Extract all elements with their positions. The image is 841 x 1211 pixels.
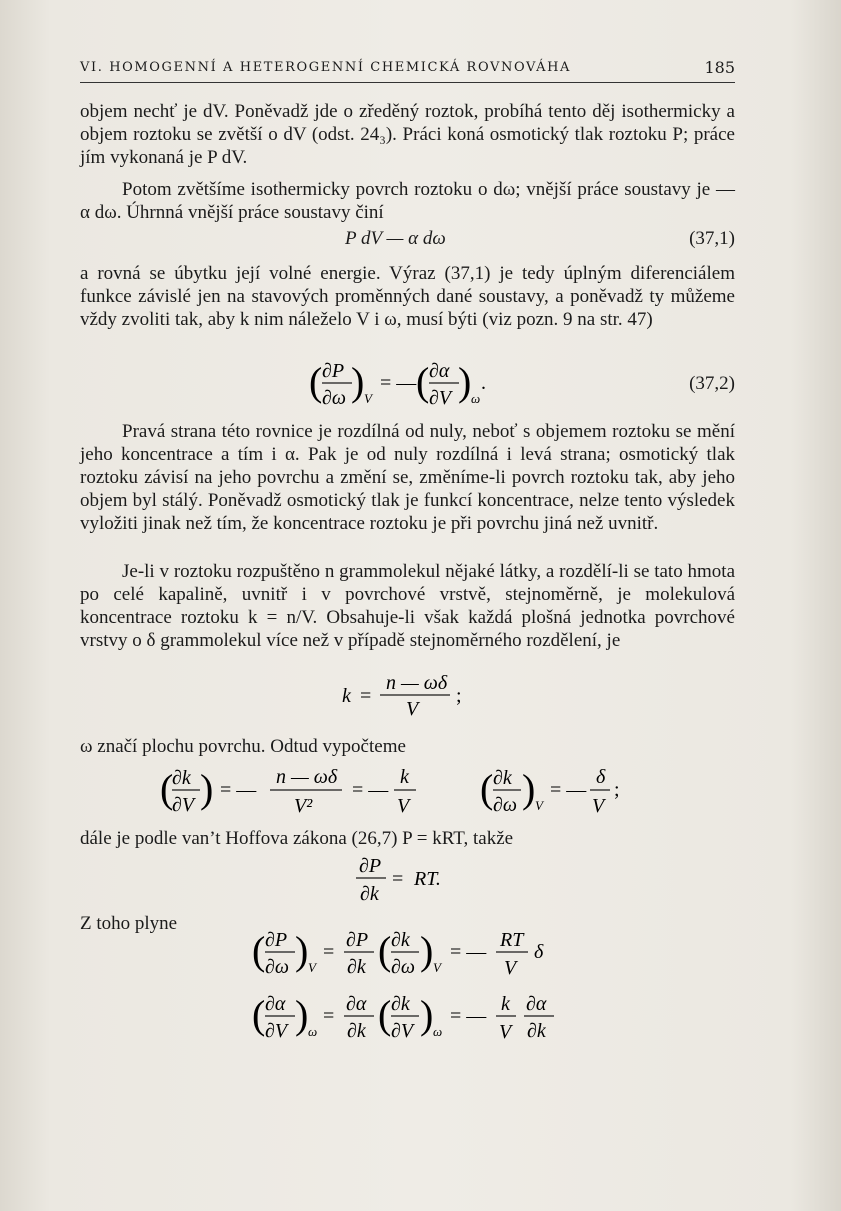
paragraph-5: [80, 560, 735, 652]
svg-text:): ): [351, 359, 365, 404]
svg-text:(: (: [252, 992, 266, 1037]
svg-text:(: (: [309, 359, 323, 404]
svg-text:δ: δ: [596, 766, 606, 788]
equation-37-2-label: (37,2): [689, 373, 735, 394]
equation-derivatives: [80, 762, 735, 822]
svg-text:∂ω: ∂ω: [493, 794, 518, 816]
equation-concentration: [80, 670, 735, 720]
svg-text:;: ;: [614, 779, 620, 801]
svg-text:= —: = —: [352, 779, 389, 801]
svg-text:= —: = —: [450, 1005, 487, 1027]
equation-37-1-expr: P dV — α dω: [345, 228, 446, 249]
equation-pressure-formula: [80, 922, 735, 984]
svg-text:∂k: ∂k: [347, 956, 366, 978]
svg-text:): ): [458, 359, 472, 404]
paragraph-1: [80, 100, 735, 169]
svg-text:(: (: [416, 359, 430, 404]
chapter-title: VI. HOMOGENNÍ A HETEROGENNÍ CHEMICKÁ ROVNOVÁHA: [80, 60, 571, 75]
equation-surface-tension-formula: [80, 986, 735, 1048]
svg-text:∂k: ∂k: [347, 1020, 366, 1042]
svg-text:): ): [200, 766, 214, 811]
equation-37-2: [80, 355, 735, 415]
svg-text:∂V: ∂V: [391, 1020, 414, 1042]
svg-text:(: (: [252, 928, 266, 973]
svg-text:V: V: [364, 391, 372, 406]
svg-text:∂α: ∂α: [526, 993, 547, 1015]
equation-vant-hoff-formula: [80, 852, 735, 908]
svg-text:=: =: [360, 685, 372, 707]
svg-text:(: (: [480, 766, 494, 811]
svg-text:V: V: [406, 698, 419, 720]
svg-text:∂P: ∂P: [265, 929, 288, 951]
svg-text:= —: = —: [380, 372, 417, 394]
svg-text:∂V: ∂V: [265, 1020, 288, 1042]
svg-text:V: V: [535, 798, 543, 813]
svg-text:(: (: [160, 766, 174, 811]
svg-text:∂P: ∂P: [359, 855, 382, 877]
paragraph-3-text: a rovná se úbytku její volné energie. Výraz (37,1) je tedy úplným diferenciálem funkce závislé jen na stavových proměnných dané soustavy, a poněvadž ty můžeme vždy zvoliti tak, aby k nim náleželo V i ω, musí býti (viz pozn. 9 na str. 47): [80, 263, 735, 330]
page-number: 185: [704, 58, 735, 77]
paragraph-5-text: Je-li v roztoku rozpuštěno n grammolekul nějaké látky, a rozdělí-li se tato hmota po celé kapalině, uvnitř i v povrchové vrstvě, stejnoměrně, je molekulová koncentrace roztoku k = n/V. Obsahuje-li však každá plošná jednotka povrchové vrstvy o δ grammolekul více než v případě stejnoměrného rozdělení, je: [80, 561, 735, 651]
svg-text:V: V: [397, 795, 410, 817]
svg-text:∂k: ∂k: [493, 767, 512, 789]
svg-text:= —: = —: [220, 779, 257, 801]
svg-text:): ): [420, 928, 434, 973]
svg-text:∂P: ∂P: [346, 929, 369, 951]
svg-text:): ): [522, 766, 536, 811]
svg-text:ω: ω: [433, 1024, 443, 1039]
svg-text:n — ωδ: n — ωδ: [386, 672, 448, 694]
svg-text:= —: = —: [450, 941, 487, 963]
svg-text:): ): [295, 992, 309, 1037]
svg-text:): ): [420, 992, 434, 1037]
equation-concentration-formula: [80, 670, 735, 720]
svg-text:∂ω: ∂ω: [391, 956, 416, 978]
svg-text:∂α: ∂α: [429, 360, 450, 382]
svg-text:∂k: ∂k: [527, 1020, 546, 1042]
svg-text:∂k: ∂k: [391, 993, 410, 1015]
paragraph-2: [80, 178, 735, 224]
paragraph-4: [80, 420, 735, 535]
svg-text:k: k: [400, 766, 409, 788]
svg-text:ω: ω: [308, 1024, 318, 1039]
equation-37-1-label: (37,1): [689, 228, 735, 249]
paragraph-6: [80, 735, 735, 758]
svg-text:∂V: ∂V: [172, 794, 195, 816]
equation-37-2-formula: [80, 355, 735, 415]
svg-text:V: V: [433, 960, 441, 975]
svg-text:∂V: ∂V: [429, 387, 452, 409]
svg-text:k: k: [342, 685, 351, 707]
svg-text:k: k: [501, 993, 510, 1015]
svg-text:ω: ω: [471, 391, 481, 406]
svg-text:δ: δ: [534, 941, 544, 963]
svg-text:RT.: RT.: [414, 868, 441, 890]
svg-text:= —: = —: [550, 779, 587, 801]
svg-text:n — ωδ: n — ωδ: [276, 766, 338, 788]
header-rule: [80, 82, 735, 83]
svg-text:V²: V²: [294, 795, 313, 817]
svg-text:.: .: [481, 372, 486, 394]
equation-vant-hoff: [80, 852, 735, 908]
svg-text:(: (: [378, 928, 392, 973]
paragraph-8-text: Z toho plyne: [80, 913, 178, 934]
svg-text:V: V: [592, 795, 605, 817]
paragraph-3: [80, 262, 735, 331]
paragraph-1-text: objem nechť je dV. Poněvadž jde o zředěný roztok, probíhá tento děj isothermicky a objem roztoku se zvětší o dV (odst. 24₃). Práci koná osmotický tlak roztoku P; práce jím vykonaná je P dV.: [80, 101, 735, 168]
svg-text:∂ω: ∂ω: [322, 387, 347, 409]
equation-37-1: [80, 228, 735, 252]
equation-surface-tension: [80, 986, 735, 1048]
svg-text:∂α: ∂α: [346, 993, 367, 1015]
svg-text:∂α: ∂α: [265, 993, 286, 1015]
svg-text:RT: RT: [500, 929, 524, 951]
svg-text:∂P: ∂P: [322, 360, 345, 382]
svg-text:∂k: ∂k: [360, 883, 379, 905]
svg-text:V: V: [308, 960, 316, 975]
paragraph-2-text: Potom zvětšíme isothermicky povrch roztoku o dω; vnější práce soustavy je — α dω. Úhrnná vnější práce soustavy činí: [80, 179, 735, 223]
svg-text:V: V: [504, 957, 517, 979]
svg-text:;: ;: [456, 685, 462, 707]
paragraph-6-text: ω značí plochu povrchu. Odtud vypočteme: [80, 736, 406, 757]
equation-pressure: [80, 922, 735, 984]
paragraph-7: [80, 827, 735, 850]
svg-text:=: =: [323, 941, 335, 963]
svg-text:∂k: ∂k: [391, 929, 410, 951]
svg-text:=: =: [323, 1005, 335, 1027]
svg-text:): ): [295, 928, 309, 973]
svg-text:=: =: [392, 868, 404, 890]
equation-derivatives-formula: [80, 762, 735, 822]
paragraph-7-text: dále je podle van’t Hoffova zákona (26,7) P = kRT, takže: [80, 828, 514, 849]
svg-text:∂ω: ∂ω: [265, 956, 290, 978]
svg-text:V: V: [499, 1021, 512, 1043]
svg-text:(: (: [378, 992, 392, 1037]
paragraph-4-text: Pravá strana této rovnice je rozdílná od nuly, neboť s objemem roztoku se mění jeho koncentrace a tím i α. Pak je od nuly rozdílná i levá strana; osmotický tlak roztoku závisí na jeho povrchu a změní se, změníme-li povrch roztoku tak, aby jeho objem byl stálý. Poněvadž osmotický tlak je funkcí koncentrace, nelze tento výsledek vyložiti jinak než tím, že koncentrace roztoku je při povrchu jiná než uvnitř.: [80, 421, 735, 534]
running-header: [80, 58, 735, 82]
svg-text:∂k: ∂k: [172, 767, 191, 789]
